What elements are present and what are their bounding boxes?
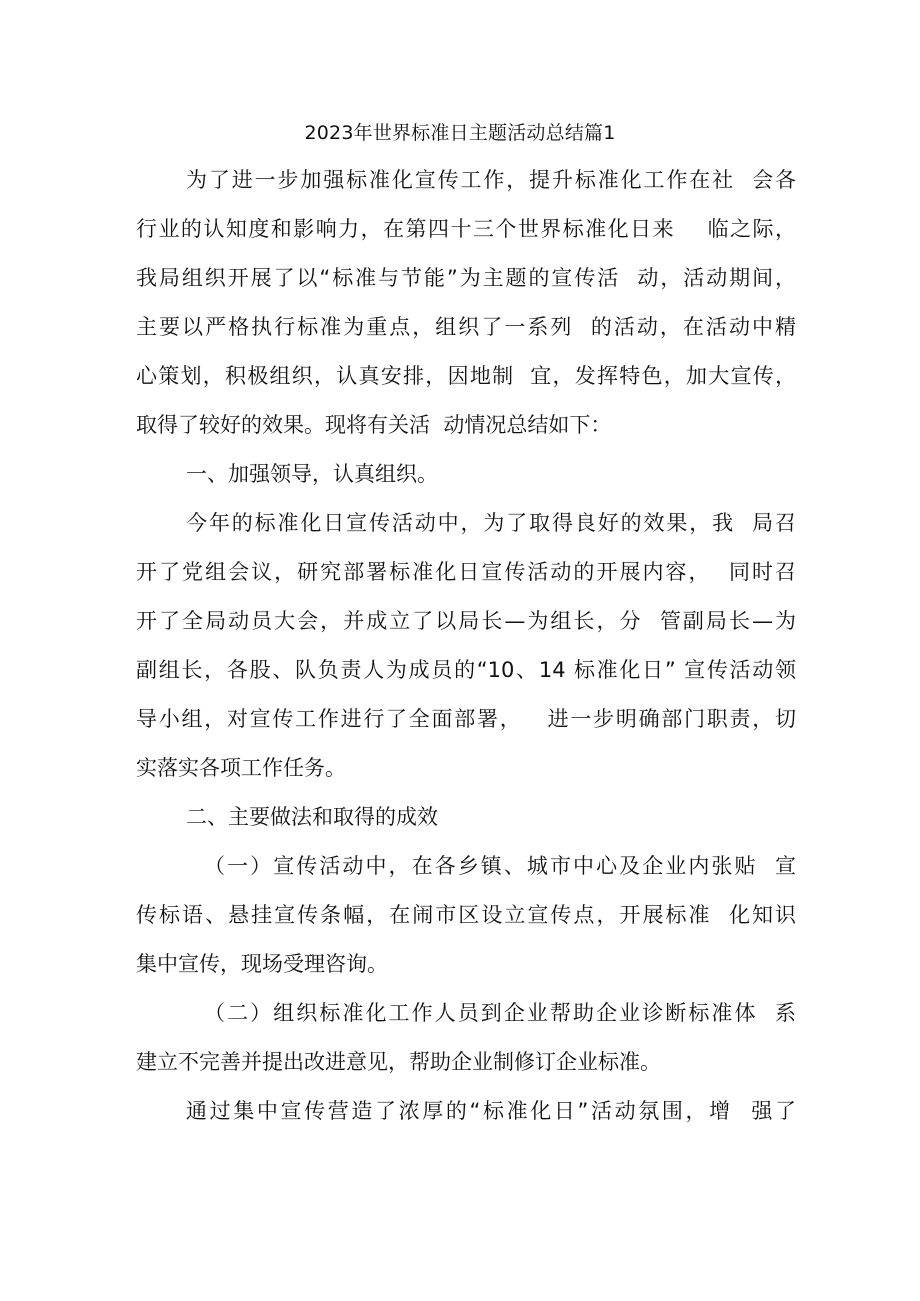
paragraph-line: 取得了较好的效果。现将有关活 动情况总结如下： <box>136 413 612 437</box>
paragraph-line: 集中宣传，现场受理咨询。 <box>136 952 388 976</box>
section-heading: 一、加强领导，认真组织。 <box>186 462 438 486</box>
paragraph-line: 今年的标准化日宣传活动中，为了取得良好的效果，我 局召 <box>186 511 796 535</box>
paragraph-line: 主要以严格执行标准为重点，组织了一系列 的活动，在活动中精 <box>136 315 796 339</box>
paragraph-line: 开了党组会议，研究部署标准化日宣传活动的开展内容， 同时召 <box>136 560 796 584</box>
paragraph-line: 心策划，积极组织，认真安排，因地制 宜，发挥特色，加大宣传， <box>136 364 796 388</box>
paragraph-line: 为了进一步加强标准化宣传工作，提升标准化工作在社 会各 <box>186 168 796 192</box>
paragraph-line: 开了全局动员大会，并成立了以局长—为组长，分 管副局长—为 <box>136 609 796 633</box>
document-title: 2023年世界标准日主题活动总结篇1 <box>304 122 616 144</box>
paragraph-line: 副组长，各股、队负责人为成员的“10、14 标准化日” 宣传活动领 <box>136 658 796 682</box>
paragraph-line: （二）组织标准化工作人员到企业帮助企业诊断标准体 系 <box>204 1001 796 1025</box>
paragraph-line: 实落实各项工作任务。 <box>136 756 346 780</box>
paragraph-line: 传标语、悬挂宣传条幅，在闹市区设立宣传点，开展标准 化知识 <box>136 903 796 927</box>
paragraph-line: （一）宣传活动中，在各乡镇、城市中心及企业内张贴 宣 <box>204 854 796 878</box>
paragraph-line: 建立不完善并提出改进意见，帮助企业制修订企业标准。 <box>136 1050 661 1074</box>
section-heading: 二、主要做法和取得的成效 <box>186 805 438 829</box>
paragraph-line: 通过集中宣传营造了浓厚的“标准化日”活动氛围，增 强了 <box>186 1099 796 1123</box>
paragraph-line: 我局组织开展了以“标准与节能”为主题的宣传活 动，活动期间， <box>136 266 796 290</box>
paragraph-line: 行业的认知度和影响力，在第四十三个世界标准化日来 临之际， <box>136 217 796 241</box>
paragraph-line: 导小组，对宣传工作进行了全面部署， 进一步明确部门职责，切 <box>136 707 796 731</box>
